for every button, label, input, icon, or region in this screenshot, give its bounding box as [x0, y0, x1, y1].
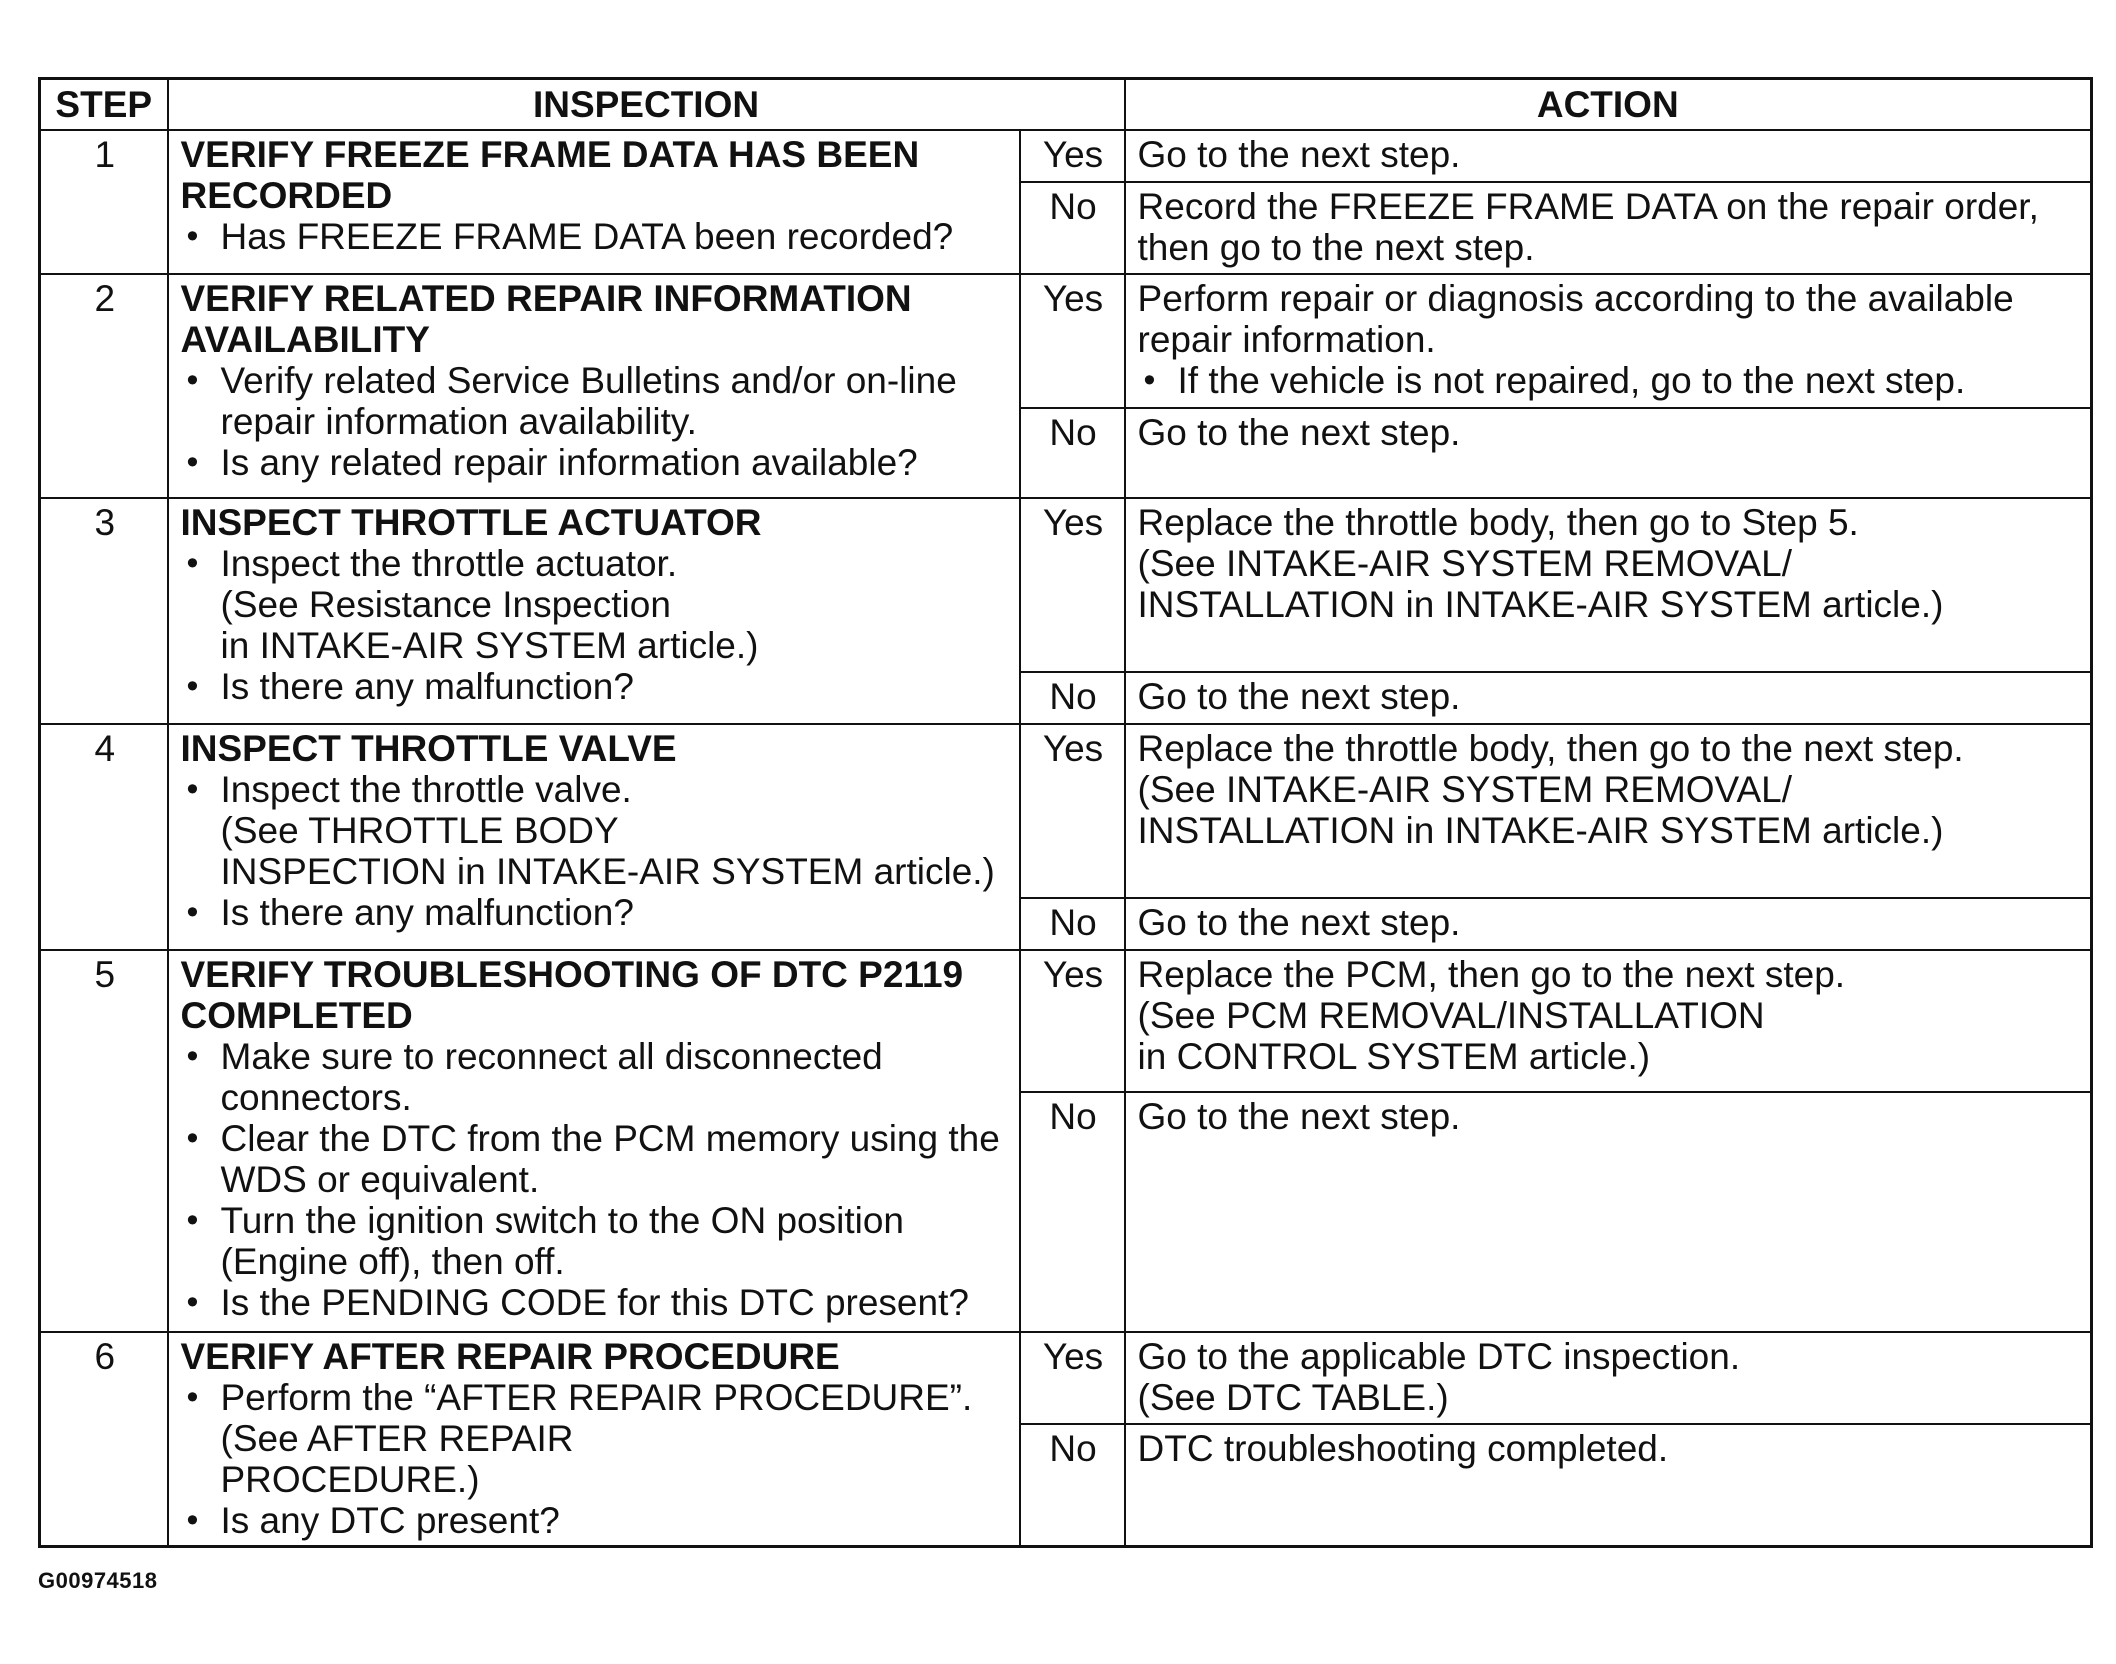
action-line: DTC troubleshooting completed.: [1137, 1428, 1669, 1469]
no-action: [1125, 1092, 2092, 1332]
yes-label: Yes: [1020, 724, 1125, 898]
no-action: [1125, 182, 2092, 274]
bullet-list: [181, 769, 1009, 933]
step-number: 3: [40, 498, 168, 724]
header-inspection: INSPECTION: [168, 79, 1125, 131]
action-line: Perform repair or diagnosis according to the available repair information.: [1137, 278, 2014, 360]
no-label: No: [1020, 898, 1125, 950]
step-title: VERIFY FREEZE FRAME DATA HAS BEEN RECORDED: [180, 134, 920, 216]
bullet-item: • Turn the ignition switch to the ON position (Engine off), then off.: [221, 1200, 1009, 1282]
bullet-item: • Is any related repair information available?: [221, 442, 1009, 483]
step-2-yes-row: [40, 274, 2092, 408]
bullet-text: Inspect the throttle actuator.: [220, 543, 678, 584]
yes-action: [1125, 274, 2092, 408]
header-step: STEP: [40, 79, 168, 131]
action-bullet-list: [1138, 360, 2081, 401]
bullet-item: [221, 1377, 1009, 1500]
action-line: INSTALLATION in INTAKE-AIR SYSTEM article.): [1137, 810, 1944, 851]
bullet-subline: PROCEDURE.): [220, 1459, 480, 1500]
bullet-list: [181, 216, 1009, 257]
action-line: Replace the PCM, then go to the next step.: [1137, 954, 1846, 995]
action-line: (See INTAKE-AIR SYSTEM REMOVAL/: [1137, 769, 1793, 810]
step-5-yes-row: [40, 950, 2092, 1092]
action-line: Go to the next step.: [1137, 412, 1461, 453]
action-line: Replace the throttle body, then go to the next step.: [1137, 728, 1964, 769]
action-line: Go to the applicable DTC inspection.: [1137, 1336, 1741, 1377]
yes-label: Yes: [1020, 950, 1125, 1092]
no-label: No: [1020, 672, 1125, 724]
bullet-subline: in INTAKE-AIR SYSTEM article.): [220, 625, 759, 666]
step-title: VERIFY AFTER REPAIR PROCEDURE: [180, 1336, 840, 1377]
yes-action: [1125, 950, 2092, 1092]
no-label: No: [1020, 408, 1125, 498]
header-row: [40, 79, 2092, 131]
step-title: VERIFY TROUBLESHOOTING OF DTC P2119 COMPLETED: [180, 954, 964, 1036]
bullet-item: • Make sure to reconnect all disconnected connectors.: [221, 1036, 1009, 1118]
bullet-item: • Clear the DTC from the PCM memory using the WDS or equivalent.: [221, 1118, 1009, 1200]
step-inspection: [168, 950, 1020, 1332]
action-line: Go to the next step.: [1137, 1096, 1461, 1137]
header-action: ACTION: [1125, 79, 2092, 131]
action-line: (See DTC TABLE.): [1137, 1377, 1449, 1418]
action-line: (See INTAKE-AIR SYSTEM REMOVAL/: [1137, 543, 1793, 584]
yes-action: [1125, 1332, 2092, 1424]
step-inspection: [168, 1332, 1020, 1546]
bullet-item: • Is any DTC present?: [221, 1500, 1009, 1541]
yes-label: Yes: [1020, 274, 1125, 408]
action-line: Go to the next step.: [1137, 676, 1461, 717]
yes-label: Yes: [1020, 498, 1125, 672]
yes-label: Yes: [1020, 130, 1125, 182]
yes-action: [1125, 724, 2092, 898]
step-number: 5: [40, 950, 168, 1332]
no-label: No: [1020, 1424, 1125, 1546]
step-inspection: [168, 724, 1020, 950]
step-inspection: [168, 130, 1020, 274]
no-action: [1125, 408, 2092, 498]
yes-action: [1125, 130, 2092, 182]
bullet-subline: (See Resistance Inspection: [220, 584, 671, 625]
yes-action: [1125, 498, 2092, 672]
bullet-text: Perform the “AFTER REPAIR PROCEDURE”.: [220, 1377, 973, 1418]
step-title: INSPECT THROTTLE VALVE: [180, 728, 677, 769]
no-action: [1125, 1424, 2092, 1546]
yes-label: Yes: [1020, 1332, 1125, 1424]
bullet-item: [221, 543, 1009, 666]
action-bullet: • If the vehicle is not repaired, go to the next step.: [1178, 360, 2081, 401]
bullet-list: [181, 1377, 1009, 1541]
bullet-item: • Has FREEZE FRAME DATA been recorded?: [221, 216, 1009, 257]
no-label: No: [1020, 182, 1125, 274]
bullet-item: • Verify related Service Bulletins and/or on-line repair information availability.: [221, 360, 1009, 442]
step-6-yes-row: [40, 1332, 2092, 1424]
no-label: No: [1020, 1092, 1125, 1332]
action-line: Replace the throttle body, then go to Step 5.: [1137, 502, 1859, 543]
step-inspection: [168, 498, 1020, 724]
step-number: 1: [40, 130, 168, 274]
action-line: in CONTROL SYSTEM article.): [1137, 1036, 1651, 1077]
bullet-list: [181, 1036, 1009, 1323]
action-line: (See PCM REMOVAL/INSTALLATION: [1137, 995, 1765, 1036]
bullet-item: • Is there any malfunction?: [221, 892, 1009, 933]
action-line: Record the FREEZE FRAME DATA on the repair order, then go to the next step.: [1137, 186, 2039, 268]
action-line: Go to the next step.: [1137, 902, 1461, 943]
step-number: 2: [40, 274, 168, 498]
action-line: Go to the next step.: [1137, 134, 1461, 175]
bullet-subline: INSPECTION in INTAKE-AIR SYSTEM article.): [220, 851, 995, 892]
step-number: 6: [40, 1332, 168, 1546]
bullet-text: Inspect the throttle valve.: [220, 769, 632, 810]
step-inspection: [168, 274, 1020, 498]
step-number: 4: [40, 724, 168, 950]
step-title: INSPECT THROTTLE ACTUATOR: [180, 502, 762, 543]
step-3-yes-row: [40, 498, 2092, 672]
action-line: INSTALLATION in INTAKE-AIR SYSTEM article.): [1137, 584, 1944, 625]
no-action: [1125, 672, 2092, 724]
no-action: [1125, 898, 2092, 950]
bullet-list: [181, 543, 1009, 707]
step-1-yes-row: [40, 130, 2092, 182]
figure-id: G00974518: [38, 1568, 158, 1593]
bullet-item: [221, 769, 1009, 892]
bullet-item: • Is the PENDING CODE for this DTC present?: [221, 1282, 1009, 1323]
bullet-subline: (See AFTER REPAIR: [220, 1418, 574, 1459]
bullet-subline: (See THROTTLE BODY: [220, 810, 619, 851]
bullet-list: [181, 360, 1009, 483]
bullet-item: • Is there any malfunction?: [221, 666, 1009, 707]
step-4-yes-row: [40, 724, 2092, 898]
step-title: VERIFY RELATED REPAIR INFORMATION AVAILABILITY: [180, 278, 912, 360]
diagnostic-table: [38, 77, 2093, 1548]
